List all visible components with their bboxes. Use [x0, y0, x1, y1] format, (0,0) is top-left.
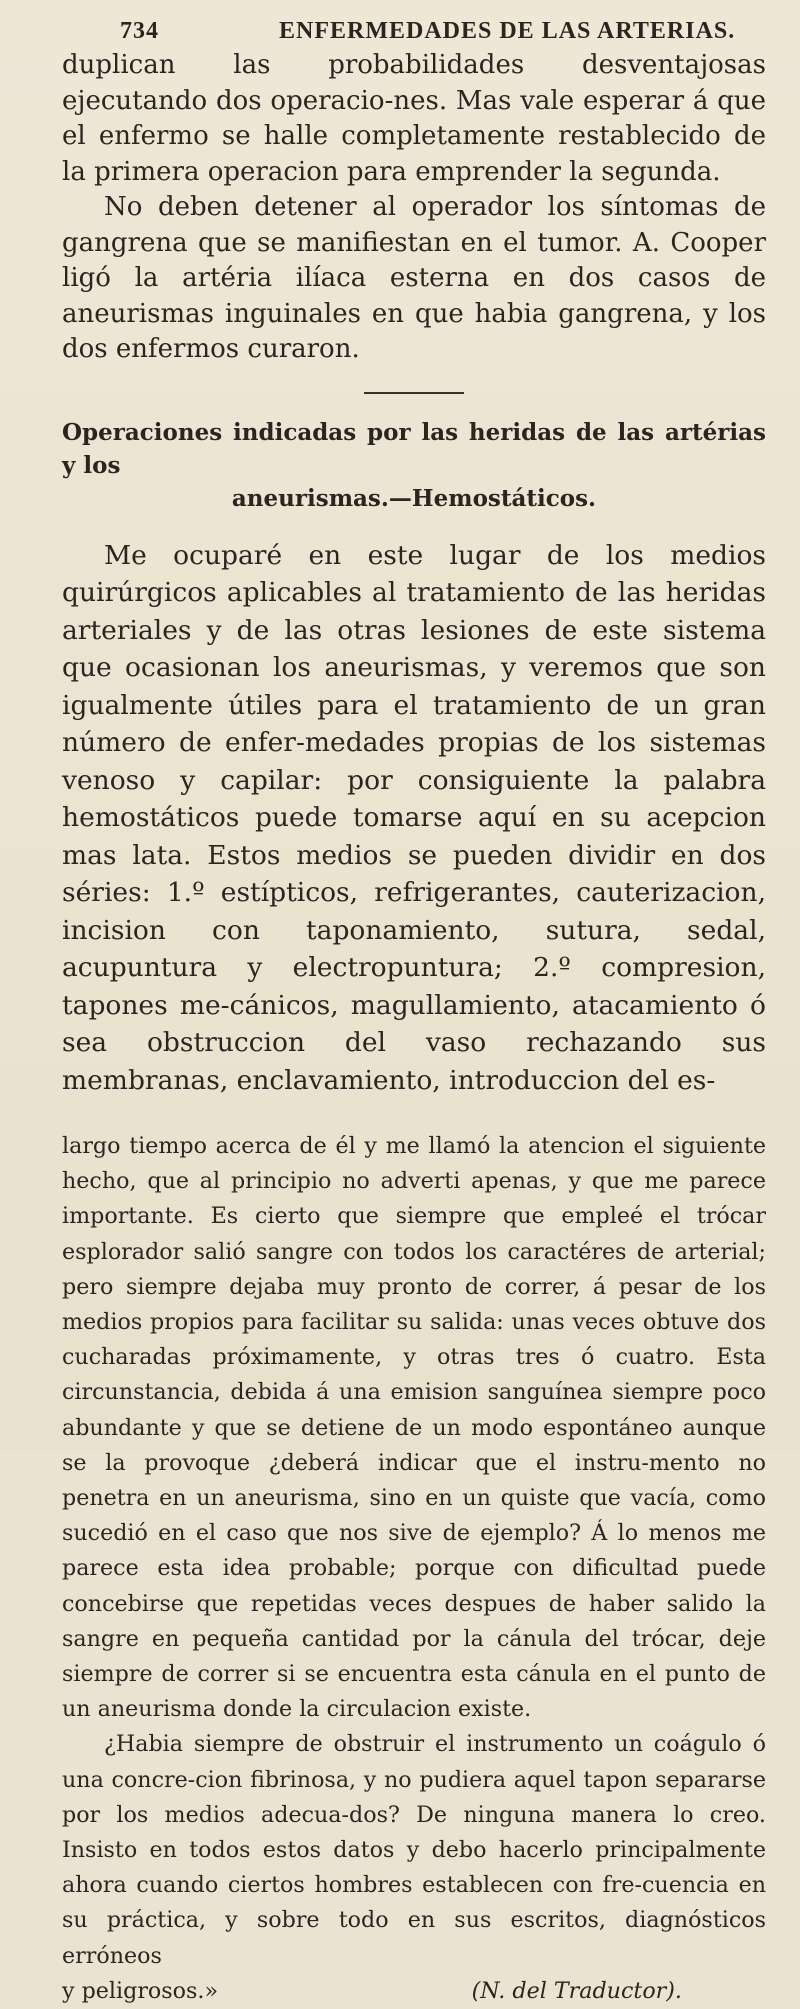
section-body-paragraph: Me ocuparé en este lugar de los medios quirúrgicos aplicables al tratamiento de las heridas arteriales y de las otras lesiones de este sistema que ocasionan los aneurismas, y veremos que son igualmente útiles para el tratamiento de un gran número de enfer-medades propias de los sistemas venoso y capilar: por consiguiente la palabra hemostáticos puede tomarse aquí en su acepcion mas lata. Estos medios se pueden dividir en dos séries: 1.º estípticos, refrigerantes, cauterizacion, incision con taponamiento, sutura, sedal, acupuntura y electropuntura; 2.º compresion, tapones me-cánicos, magullamiento, atacamiento ó sea obstruccion del vaso rechazando sus membranas, enclavamiento, introduccion del es- — [62, 539, 766, 1096]
translator-note: (N. del Traductor). — [471, 1977, 682, 2004]
running-title: ENFERMEDADES DE LAS ARTERIAS. — [279, 18, 736, 44]
section-heading-line1: Operaciones indicadas por las heridas de las artérias y los — [62, 418, 766, 479]
section-heading — [62, 416, 766, 515]
footnote-paragraph-2: ¿Habia siempre de obstruir el instrumento un coágulo ó una concre-cion fibrinosa, y no pudiera aquel tapon separarse por los medios adecua-dos? De ninguna manera lo creo. Insisto en todos estos datos y debo hacerlo principalmente ahora cuando ciertos hombres establecen con fre-cuencia en su práctica, y sobre todo en sus escritos, diagnósticos erróneos — [62, 1731, 766, 1969]
running-header — [120, 18, 766, 48]
footnote-last-line: y peligrosos.» — [62, 1977, 219, 2004]
paragraph-gangrena: No deben detener al operador los síntomas de gangrena que se manifiestan en el tumor. A. Cooper ligó la artéria ilíaca esterna en dos casos de aneurismas inguinales en que habia gangrena, y los dos enfermos curaron. — [62, 192, 766, 364]
paragraph-continued: duplican las probabilidades desventajosas ejecutando dos operacio-nes. Mas vale esperar á que el enfermo se halle completamente restablecido de la primera operacion para emprender la segunda. — [62, 50, 766, 187]
section-heading-line2: aneurismas.—Hemostáticos. — [231, 484, 597, 512]
page-number: 734 — [120, 18, 159, 44]
section-divider — [364, 392, 464, 394]
footnote-paragraph: largo tiempo acerca de él y me llamó la atencion el siguiente hecho, que al principio no adverti apenas, y que me parece importante. Es cierto que siempre que empleé el trócar esplorador salió sangre con todos los caractéres de arterial; pero siempre dejaba muy pronto de correr, á pesar de los medios propios para facilitar su salida: unas veces obtuve dos cucharadas próximamente, y otras tres ó cuatro. Esta circunstancia, debida á una emision sanguínea siempre poco abundante y que se detiene de un modo espontáneo aunque se la provoque ¿deberá indicar que el instru-mento no penetra en un aneurisma, sino en un quiste que vacía, como sucedió en el caso que nos sive de ejemplo? Á lo menos me parece esta idea probable; porque con dificultad puede concebirse que repetidas veces despues de haber salido la sangre en pequeña cantidad por la cánula del trócar, deje siempre de correr si se encuentra esta cánula en el punto de un aneurisma donde la circulacion existe. — [62, 1133, 766, 1723]
footnote-closing-line — [62, 1974, 766, 2009]
